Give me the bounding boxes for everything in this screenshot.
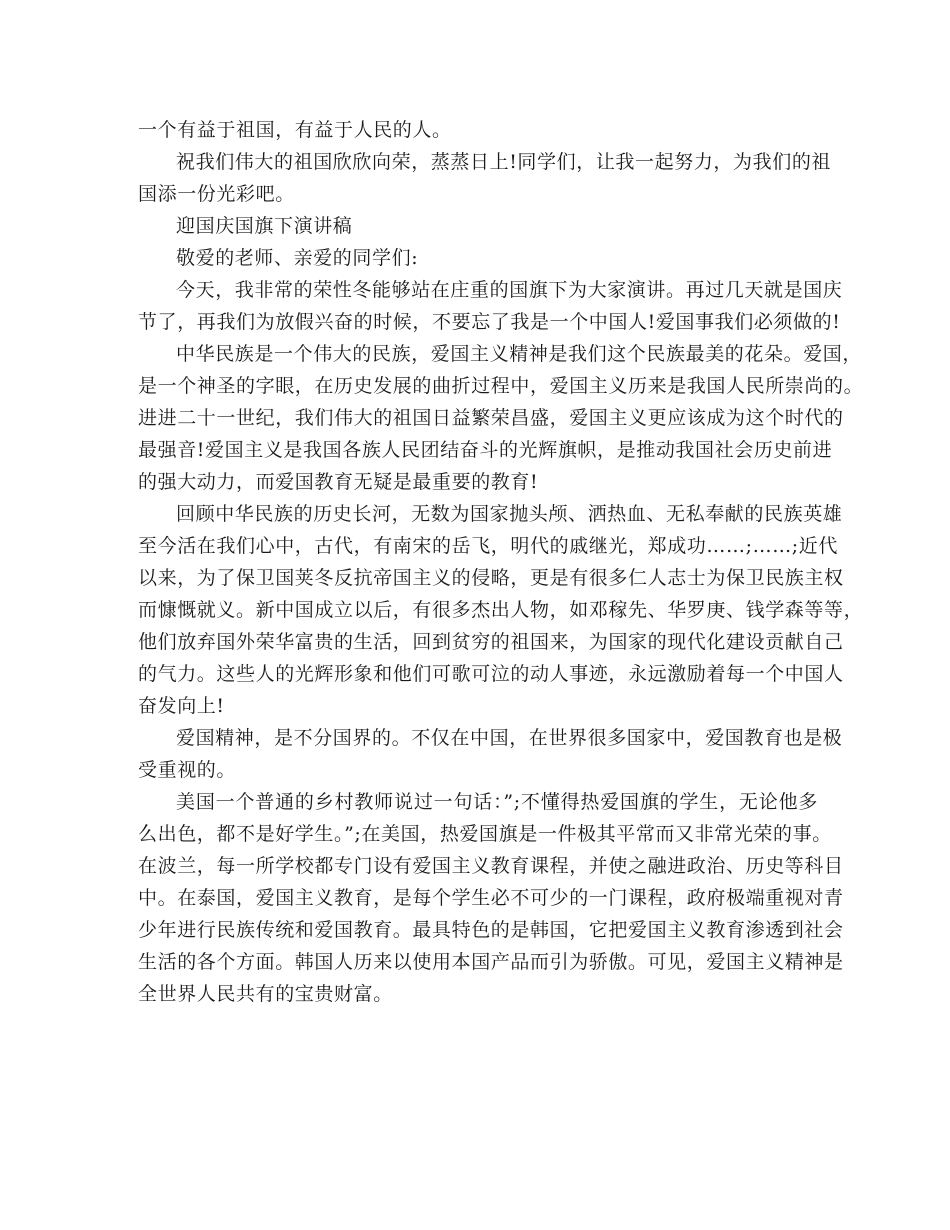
text-line: 受重视的。 [138, 759, 237, 781]
text-line: 爱国精神，是不分国界的。不仅在中国，在世界很多国家中，爱国教育也是极 [176, 727, 843, 749]
text-line: 奋发向上! [138, 695, 225, 717]
text-line: 的气力。这些人的光辉形象和他们可歌可泣的动人事迹，永远激励着每一个中国人 [138, 663, 844, 685]
text-line: 中。在泰国，爱国主义教育，是每个学生必不可少的一门课程，政府极端重视对青 [138, 887, 844, 909]
salutation: 敬爱的老师、亲爱的同学们: [176, 247, 419, 269]
section-heading: 迎国庆国旗下演讲稿 [176, 215, 353, 237]
text-line: 回顾中华民族的历史长河，无数为国家抛头颅、洒热血、无私奉献的民族英雄 [176, 503, 843, 525]
document-body [138, 114, 864, 1010]
text-line: 么出色，都不是好学生。”;在美国，热爱国旗是一件极其平常而又非常光荣的事。 [138, 823, 832, 845]
text-line: 是一个神圣的字眼，在历史发展的曲折过程中，爱国主义历来是我国人民所崇尚的。 [138, 375, 864, 397]
text-line: 美国一个普通的乡村教师说过一句话：”;不懂得热爱国旗的学生，无论他多 [176, 791, 818, 813]
text-line: 他们放弃国外荣华富贵的生活，回到贫穷的祖国来，为国家的现代化建设贡献自己 [138, 631, 844, 653]
text-line: 中华民族是一个伟大的民族，爱国主义精神是我们这个民族最美的花朵。爱国， [176, 343, 863, 365]
text-line: 一个有益于祖国，有益于人民的人。 [138, 119, 452, 141]
text-line: 今天，我非常的荣性冬能够站在庄重的国旗下为大家演讲。再过几天就是国庆 [176, 279, 843, 301]
text-line: 在波兰，每一所学校都专门设有爱国主义教育课程，并使之融进政治、历史等科目 [138, 855, 844, 877]
text-line: 进进二十一世纪，我们伟大的祖国日益繁荣昌盛，爱国主义更应该成为这个时代的 [138, 407, 844, 429]
text-line: 祝我们伟大的祖国欣欣向荣，蒸蒸日上!同学们，让我一起努力，为我们的祖 [176, 151, 832, 173]
text-line: 以来，为了保卫国荚冬反抗帝国主义的侵略，更是有很多仁人志士为保卫民族主权 [138, 567, 844, 589]
text-line: 国添一份光彩吧。 [138, 183, 295, 205]
text-line: 而慷慨就义。新中国成立以后，有很多杰出人物，如邓稼先、华罗庚、钱学森等等， [138, 599, 864, 621]
text-line: 最强音!爱国主义是我国各族人民团结奋斗的光辉旗帜，是推动我国社会历史前进 [138, 439, 833, 461]
text-line: 节了，再我们为放假兴奋的时候，不要忘了我是一个中国人!爱国事我们必须做的! [138, 311, 841, 333]
text-line: 少年进行民族传统和爱国教育。最具特色的是韩国，它把爱国主义教育渗透到社会 [138, 919, 844, 941]
text-line: 的强大动力，而爱国教育无疑是最重要的教育! [138, 471, 539, 493]
text-line: 至今活在我们心中，古代，有南宋的岳飞，明代的戚继光，郑成功……;……;近代 [138, 535, 839, 557]
text-line: 全世界人民共有的宝贵财富。 [138, 983, 393, 1005]
text-line: 生活的各个方面。韩国人历来以使用本国产品而引为骄傲。可见，爱国主义精神是 [138, 951, 844, 973]
